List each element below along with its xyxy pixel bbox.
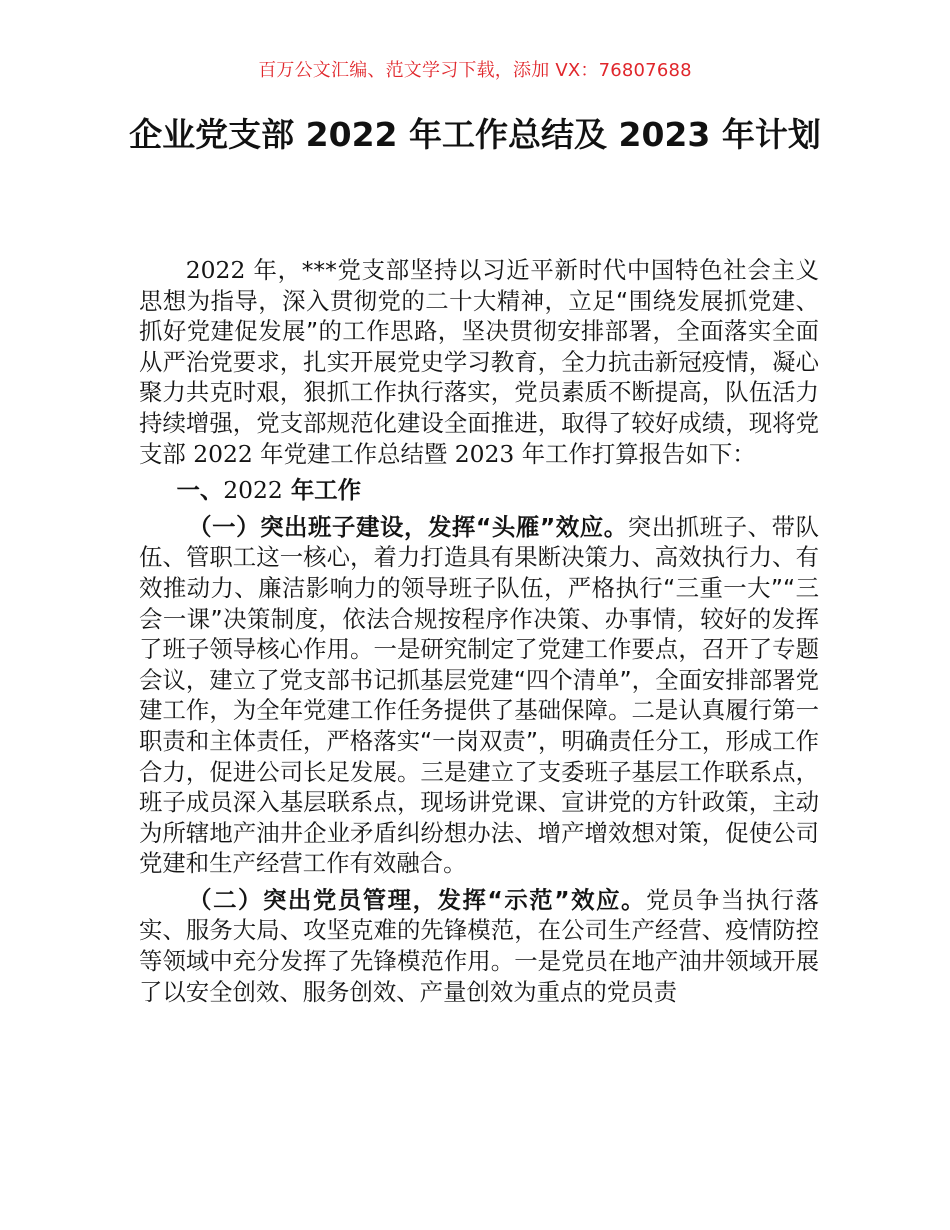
section-heading-1	[139, 475, 819, 506]
watermark-header: 百万公文汇编、范文学习下载，添加 VX：76807688	[258, 60, 692, 81]
intro-year-2023: 2023	[454, 439, 515, 468]
subsection-2-paragraph	[139, 885, 819, 1007]
intro-year-2022: 2022	[185, 256, 246, 284]
intro-text-3: 年工作打算报告如下：	[514, 439, 756, 468]
document-body	[139, 255, 819, 1013]
subsection-1-text: 突出抓班子、带队伍、管职工这一核心，着力打造具有果断决策力、高效执行力、有效推动力、廉洁影响力的领导班子队伍，严格执行“三重一大”“三会一课”决策制度，依法合规按程序作决策、办事情，较好的发挥了班子领导核心作用。一是研究制定了党建工作要点，召开了专题会议，建立了党支部书记抓基层党建“四个清单”，全面安排部署党建工作，为全年党建工作任务提供了基础保障。二是认真履行第一职责和主体责任，严格落实“一岗双责”，明确责任分工，形成工作合力，促进公司长足发展。三是建立了支委班子基层工作联系点，班子成员深入基层联系点，现场讲党课、宣讲党的方针政策，主动为所辖地产油井企业矛盾纠纷想办法、增产增效想对策，促使公司党建和生产经营工作有效融合。	[139, 512, 819, 878]
section-heading-suffix: 年工作	[282, 476, 362, 505]
subsection-1-paragraph	[139, 512, 819, 879]
section-heading-prefix: 一、	[176, 476, 224, 505]
intro-year-2022-b: 2022	[193, 439, 253, 468]
subsection-2-heading: （二）突出党员管理，发挥“示范”效应。	[188, 885, 646, 914]
subsection-2-text: 党员争当执行落实、服务大局、攻坚克难的先锋模范，在公司生产经营、疫情防控等领域中充分发挥了先锋模范作用。一是党员在地产油井领域开展了以安全创效、服务创效、产量创效为重点的党员责	[139, 885, 820, 1006]
subsection-1-heading: （一）突出班子建设，发挥“头雁”效应。	[188, 512, 628, 541]
intro-text-1: 年，***党支部坚持以习近平新时代中国特色社会主义思想为指导，深入贯彻党的二十大精神，立足“围绕发展抓党建、抓好党建促发展”的工作思路，坚决贯彻安排部署，全面落实全面从严治党要求，扎实开展党史学习教育，全力抗击新冠疫情，凝心聚力共克时艰，狠抓工作执行落实，党员素质不断提高，队伍活力持续增强，党支部规范化建设全面推进，取得了较好成绩，现将党支部	[139, 256, 819, 468]
intro-paragraph	[139, 255, 819, 469]
intro-text-2: 年党建工作总结暨	[252, 439, 455, 468]
section-heading-year: 2022	[223, 476, 283, 505]
document-title: 企业党支部 2022 年工作总结及 2023 年计划	[129, 115, 821, 154]
